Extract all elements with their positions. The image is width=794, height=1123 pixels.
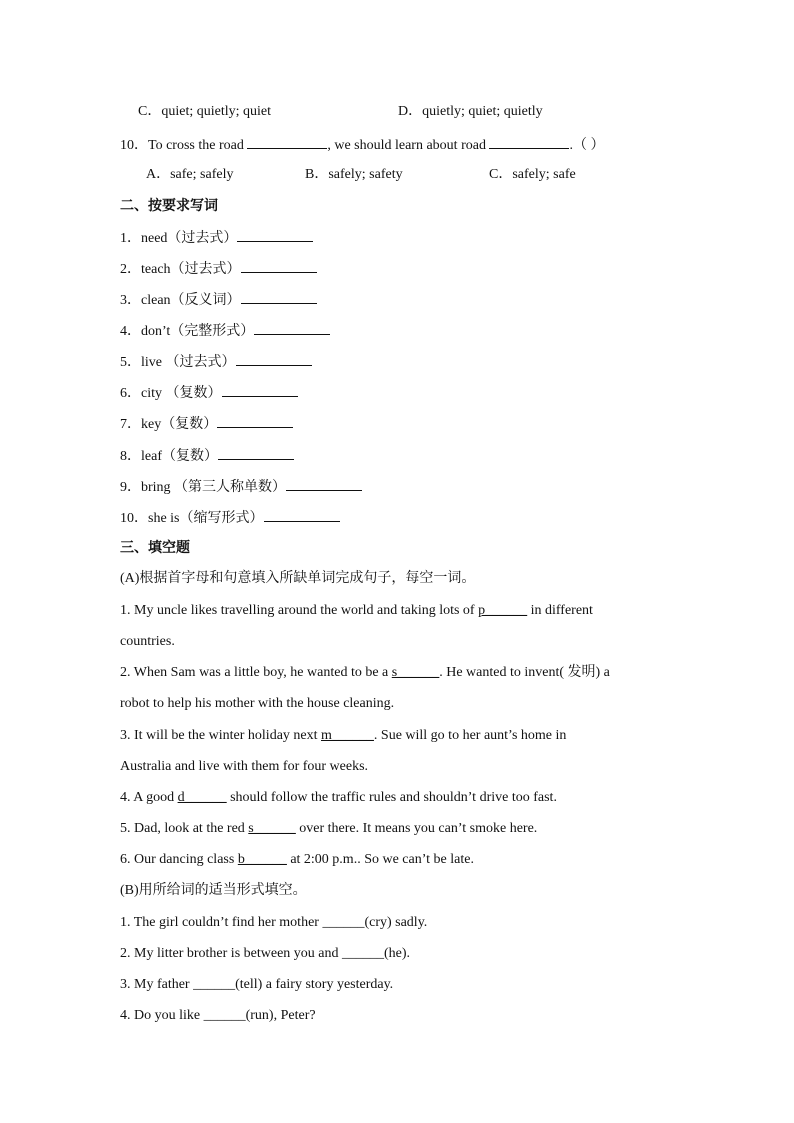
- answer-blank[interactable]: [218, 446, 294, 460]
- question-line: 3. My father ______(tell) a fairy story yesterday.: [120, 977, 394, 992]
- list-item: [120, 508, 340, 528]
- question-line: [120, 789, 557, 807]
- question-text: . Sue will go to her aunt’s home in: [373, 728, 567, 743]
- answer-blank[interactable]: p______: [478, 603, 528, 618]
- part-b-instruction: (B)用所给词的适当形式填空。: [120, 883, 307, 898]
- answer-blank[interactable]: s______: [248, 821, 296, 836]
- answer-blank[interactable]: [217, 414, 293, 428]
- question-text: should follow the traffic rules and shouldn’t drive too fast.: [230, 790, 557, 805]
- question-text: over there. It means you can’t smoke here.: [299, 821, 538, 836]
- question-line: 1. The girl couldn’t find her mother ______(cry) sadly.: [120, 915, 428, 930]
- list-item: [120, 228, 313, 248]
- option-9d: D．quietly; quiet; quietly: [398, 104, 543, 119]
- answer-blank[interactable]: [489, 135, 569, 149]
- question-text: 4. A good: [120, 790, 175, 805]
- list-item: [120, 290, 317, 310]
- list-item: [120, 321, 330, 341]
- answer-blank[interactable]: s______: [391, 665, 440, 680]
- item-text: 9．bring （第三人称单数）: [120, 480, 287, 495]
- answer-bracket: .（ ）: [569, 138, 605, 153]
- option-10c: C．safely; safe: [489, 167, 576, 182]
- item-text: 10．she is（缩写形式）: [120, 511, 264, 526]
- section-heading: 二、按要求写词: [120, 198, 218, 214]
- question-line: [120, 851, 474, 869]
- item-text: 1．need（过去式）: [120, 231, 238, 246]
- answer-blank[interactable]: [286, 477, 362, 491]
- question-line: [120, 727, 566, 745]
- question-line: [120, 602, 593, 620]
- answer-blank[interactable]: [254, 321, 330, 335]
- question-line: robot to help his mother with the house cleaning.: [120, 696, 395, 711]
- question-line: 2. My litter brother is between you and ______(he).: [120, 946, 411, 961]
- answer-blank[interactable]: [236, 352, 312, 366]
- question-text: . He wanted to invent( 发明) a: [439, 665, 610, 680]
- question-text: 2. When Sam was a little boy, he wanted to be a: [120, 665, 389, 680]
- answer-blank[interactable]: m______: [321, 728, 374, 743]
- question-10: [120, 135, 604, 155]
- question-text: 5. Dad, look at the red: [120, 821, 245, 836]
- question-number: 10．: [120, 138, 148, 153]
- question-text: To cross the road: [148, 138, 244, 153]
- answer-blank[interactable]: [241, 290, 317, 304]
- option-10a: A．safe; safely: [146, 167, 234, 182]
- question-text: , we should learn about road: [327, 138, 486, 153]
- question-text: 1. My uncle likes travelling around the world and taking lots of: [120, 603, 475, 618]
- part-a-instruction: (A)根据首字母和句意填入所缺单词完成句子，每空一词。: [120, 571, 476, 586]
- answer-blank[interactable]: [264, 508, 340, 522]
- question-text: in different: [530, 603, 593, 618]
- answer-blank[interactable]: b______: [237, 852, 287, 867]
- item-text: 8．leaf（复数）: [120, 449, 218, 464]
- item-text: 4．don’t（完整形式）: [120, 324, 255, 339]
- item-text: 2．teach（过去式）: [120, 262, 241, 277]
- answer-blank[interactable]: [241, 259, 317, 273]
- list-item: [120, 477, 362, 497]
- item-text: 7．key（复数）: [120, 417, 218, 432]
- item-text: 5．live （过去式）: [120, 355, 236, 370]
- question-line: countries.: [120, 634, 175, 649]
- question-text: 6. Our dancing class: [120, 852, 235, 867]
- question-line: [120, 664, 610, 682]
- question-line: Australia and live with them for four weeks.: [120, 759, 369, 774]
- list-item: [120, 352, 312, 372]
- answer-blank[interactable]: d______: [177, 790, 227, 805]
- list-item: [120, 259, 317, 279]
- list-item: [120, 383, 298, 403]
- answer-blank[interactable]: [222, 383, 298, 397]
- list-item: [120, 446, 294, 466]
- question-line: [120, 820, 537, 838]
- question-text: at 2:00 p.m.. So we can’t be late.: [290, 852, 474, 867]
- option-9c: C．quiet; quietly; quiet: [138, 104, 271, 119]
- section-heading: 三、填空题: [120, 540, 190, 556]
- item-text: 6．city （复数）: [120, 386, 222, 401]
- question-line: 4. Do you like ______(run), Peter?: [120, 1008, 316, 1023]
- item-text: 3．clean（反义词）: [120, 293, 241, 308]
- list-item: [120, 414, 293, 434]
- answer-blank[interactable]: [247, 135, 327, 149]
- answer-blank[interactable]: [237, 228, 313, 242]
- option-10b: B．safely; safety: [305, 167, 403, 182]
- question-text: 3. It will be the winter holiday next: [120, 728, 318, 743]
